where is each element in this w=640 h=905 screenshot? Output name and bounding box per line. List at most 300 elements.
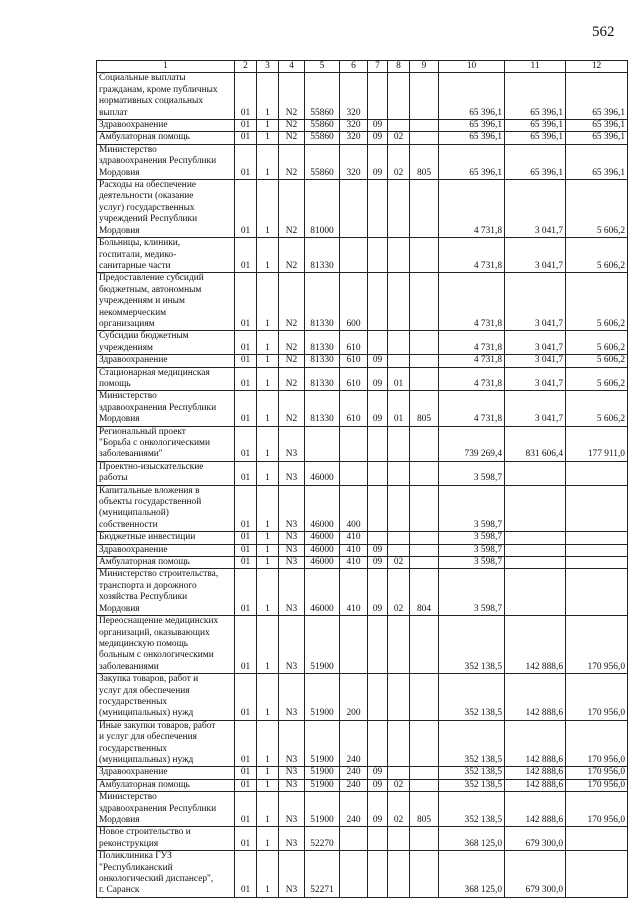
division-code-cell: 09 [368, 792, 388, 827]
division-code-cell: 09 [368, 355, 388, 367]
ministry-code-cell: 805 [410, 792, 439, 827]
expense-type-code-cell: 240 [340, 792, 368, 827]
division-code-cell [368, 426, 388, 461]
subdivision-code-cell [388, 461, 410, 485]
subprogram-code-cell: 1 [257, 426, 279, 461]
expense-type-code-cell: 240 [340, 767, 368, 779]
section-code-cell: 01 [235, 367, 257, 391]
amount-year-3-cell: 170 956,0 [566, 767, 628, 779]
table-row [97, 485, 628, 532]
item-name-cell: Стационарная медицинская помощь [97, 367, 235, 391]
direction-code-cell: 52271 [305, 851, 340, 898]
subprogram-code-cell: 1 [257, 485, 279, 532]
table-row [97, 557, 628, 569]
amount-year-3-cell: 170 956,0 [566, 779, 628, 791]
amount-year-3-cell [566, 851, 628, 898]
subdivision-code-cell [388, 331, 410, 355]
section-code-cell: 01 [235, 544, 257, 556]
subdivision-code-cell [388, 767, 410, 779]
subdivision-code-cell [388, 355, 410, 367]
header-cell: 3 [257, 61, 279, 73]
amount-year-2-cell: 3 041,7 [505, 367, 566, 391]
amount-year-2-cell [505, 485, 566, 532]
project-code-cell: N3 [279, 792, 305, 827]
amount-year-1-cell: 352 138,5 [439, 616, 505, 674]
expense-type-code-cell: 240 [340, 720, 368, 767]
subdivision-code-cell [388, 426, 410, 461]
section-code-cell: 01 [235, 720, 257, 767]
table-row [97, 851, 628, 898]
project-code-cell: N3 [279, 426, 305, 461]
table-row [97, 532, 628, 544]
ministry-code-cell [410, 532, 439, 544]
subdivision-code-cell [388, 180, 410, 238]
amount-year-3-cell: 5 606,2 [566, 355, 628, 367]
table-row [97, 569, 628, 616]
subprogram-code-cell: 1 [257, 674, 279, 721]
amount-year-2-cell: 831 606,4 [505, 426, 566, 461]
amount-year-3-cell: 177 911,0 [566, 426, 628, 461]
item-name-cell: Здравоохранение [97, 544, 235, 556]
ministry-code-cell [410, 779, 439, 791]
division-code-cell: 09 [368, 779, 388, 791]
division-code-cell [368, 485, 388, 532]
direction-code-cell: 81330 [305, 238, 340, 273]
section-code-cell: 01 [235, 73, 257, 120]
table-row [97, 331, 628, 355]
direction-code-cell: 81330 [305, 391, 340, 426]
amount-year-1-cell: 368 125,0 [439, 851, 505, 898]
ministry-code-cell [410, 73, 439, 120]
project-code-cell: N2 [279, 132, 305, 144]
subdivision-code-cell: 02 [388, 557, 410, 569]
subdivision-code-cell [388, 674, 410, 721]
amount-year-1-cell: 352 138,5 [439, 674, 505, 721]
subprogram-code-cell: 1 [257, 779, 279, 791]
item-name-cell: Министерство здравоохранения Республики Мордовия [97, 792, 235, 827]
direction-code-cell: 46000 [305, 557, 340, 569]
amount-year-3-cell: 170 956,0 [566, 674, 628, 721]
ministry-code-cell [410, 767, 439, 779]
amount-year-1-cell: 3 598,7 [439, 461, 505, 485]
subdivision-code-cell [388, 616, 410, 674]
direction-code-cell: 55860 [305, 144, 340, 179]
project-code-cell: N2 [279, 367, 305, 391]
division-code-cell: 09 [368, 391, 388, 426]
division-code-cell: 09 [368, 569, 388, 616]
direction-code-cell: 55860 [305, 132, 340, 144]
division-code-cell [368, 616, 388, 674]
ministry-code-cell [410, 557, 439, 569]
project-code-cell: N3 [279, 851, 305, 898]
table-row [97, 73, 628, 120]
amount-year-3-cell: 5 606,2 [566, 391, 628, 426]
item-name-cell: Проектно-изыскательские работы [97, 461, 235, 485]
expense-type-code-cell: 410 [340, 544, 368, 556]
amount-year-3-cell [566, 544, 628, 556]
item-name-cell: Здравоохранение [97, 767, 235, 779]
amount-year-2-cell [505, 557, 566, 569]
amount-year-2-cell: 142 888,6 [505, 616, 566, 674]
division-code-cell [368, 532, 388, 544]
ministry-code-cell [410, 544, 439, 556]
expense-type-code-cell: 200 [340, 674, 368, 721]
division-code-cell: 09 [368, 767, 388, 779]
amount-year-3-cell [566, 827, 628, 851]
project-code-cell: N3 [279, 616, 305, 674]
expense-type-code-cell: 610 [340, 355, 368, 367]
direction-code-cell: 46000 [305, 532, 340, 544]
amount-year-1-cell: 4 731,8 [439, 331, 505, 355]
amount-year-1-cell: 4 731,8 [439, 238, 505, 273]
header-cell: 5 [305, 61, 340, 73]
subdivision-code-cell [388, 851, 410, 898]
subdivision-code-cell: 01 [388, 367, 410, 391]
amount-year-3-cell: 65 396,1 [566, 132, 628, 144]
amount-year-3-cell: 65 396,1 [566, 73, 628, 120]
subprogram-code-cell: 1 [257, 391, 279, 426]
direction-code-cell: 51900 [305, 779, 340, 791]
expense-type-code-cell: 600 [340, 273, 368, 331]
division-code-cell: 09 [368, 120, 388, 132]
direction-code-cell: 46000 [305, 569, 340, 616]
item-name-cell: Переоснащение медицинских организаций, оказывающих медицинскую помощь больным с онкологическими заболеваниями [97, 616, 235, 674]
table-row [97, 426, 628, 461]
section-code-cell: 01 [235, 355, 257, 367]
direction-code-cell: 51900 [305, 674, 340, 721]
section-code-cell: 01 [235, 569, 257, 616]
amount-year-2-cell: 65 396,1 [505, 132, 566, 144]
header-cell: 9 [410, 61, 439, 73]
table-row [97, 367, 628, 391]
project-code-cell: N2 [279, 73, 305, 120]
subprogram-code-cell: 1 [257, 367, 279, 391]
amount-year-1-cell: 352 138,5 [439, 767, 505, 779]
subprogram-code-cell: 1 [257, 557, 279, 569]
table-body [97, 73, 628, 897]
table-row [97, 720, 628, 767]
ministry-code-cell [410, 355, 439, 367]
ministry-code-cell [410, 273, 439, 331]
table-row [97, 779, 628, 791]
ministry-code-cell: 805 [410, 391, 439, 426]
division-code-cell [368, 851, 388, 898]
direction-code-cell: 51900 [305, 767, 340, 779]
table-row [97, 792, 628, 827]
project-code-cell: N3 [279, 827, 305, 851]
direction-code-cell: 46000 [305, 544, 340, 556]
amount-year-1-cell: 368 125,0 [439, 827, 505, 851]
ministry-code-cell: 804 [410, 569, 439, 616]
direction-code-cell: 81330 [305, 273, 340, 331]
division-code-cell [368, 720, 388, 767]
expense-type-code-cell [340, 851, 368, 898]
amount-year-1-cell: 65 396,1 [439, 144, 505, 179]
item-name-cell: Капитальные вложения в объекты государственной (муниципальной) собственности [97, 485, 235, 532]
table-row [97, 120, 628, 132]
project-code-cell: N3 [279, 557, 305, 569]
subdivision-code-cell [388, 544, 410, 556]
amount-year-2-cell: 65 396,1 [505, 73, 566, 120]
expense-type-code-cell [340, 827, 368, 851]
division-code-cell [368, 180, 388, 238]
amount-year-1-cell: 4 731,8 [439, 180, 505, 238]
header-row [97, 61, 628, 73]
item-name-cell: Предоставление субсидий бюджетным, автономным учреждениям и иным некоммерческим организациям [97, 273, 235, 331]
ministry-code-cell [410, 120, 439, 132]
subdivision-code-cell [388, 827, 410, 851]
table-row [97, 391, 628, 426]
item-name-cell: Бюджетные инвестиции [97, 532, 235, 544]
item-name-cell: Поликлиника ГУЗ "Республиканский онкологический диспансер", г. Саранск [97, 851, 235, 898]
amount-year-3-cell [566, 485, 628, 532]
amount-year-1-cell: 3 598,7 [439, 532, 505, 544]
amount-year-3-cell: 170 956,0 [566, 616, 628, 674]
subprogram-code-cell: 1 [257, 767, 279, 779]
section-code-cell: 01 [235, 779, 257, 791]
project-code-cell: N2 [279, 331, 305, 355]
expense-type-code-cell: 320 [340, 120, 368, 132]
amount-year-3-cell [566, 461, 628, 485]
expense-type-code-cell [340, 461, 368, 485]
section-code-cell: 01 [235, 426, 257, 461]
item-name-cell: Закупка товаров, работ и услуг для обеспечения государственных (муниципальных) нужд [97, 674, 235, 721]
subprogram-code-cell: 1 [257, 120, 279, 132]
subprogram-code-cell: 1 [257, 180, 279, 238]
section-code-cell: 01 [235, 532, 257, 544]
amount-year-2-cell: 142 888,6 [505, 720, 566, 767]
division-code-cell: 09 [368, 544, 388, 556]
ministry-code-cell [410, 720, 439, 767]
ministry-code-cell [410, 132, 439, 144]
project-code-cell: N3 [279, 544, 305, 556]
ministry-code-cell [410, 238, 439, 273]
subprogram-code-cell: 1 [257, 616, 279, 674]
ministry-code-cell [410, 674, 439, 721]
table-row [97, 273, 628, 331]
amount-year-2-cell [505, 532, 566, 544]
amount-year-2-cell [505, 544, 566, 556]
table-row [97, 355, 628, 367]
expense-type-code-cell: 410 [340, 569, 368, 616]
item-name-cell: Амбулаторная помощь [97, 557, 235, 569]
section-code-cell: 01 [235, 331, 257, 355]
division-code-cell [368, 461, 388, 485]
item-name-cell: Здравоохранение [97, 120, 235, 132]
amount-year-3-cell: 65 396,1 [566, 120, 628, 132]
header-cell: 6 [340, 61, 368, 73]
amount-year-2-cell: 3 041,7 [505, 238, 566, 273]
direction-code-cell: 51900 [305, 616, 340, 674]
ministry-code-cell [410, 180, 439, 238]
subprogram-code-cell: 1 [257, 827, 279, 851]
subprogram-code-cell: 1 [257, 73, 279, 120]
project-code-cell: N2 [279, 391, 305, 426]
table-row [97, 674, 628, 721]
item-name-cell: Амбулаторная помощь [97, 779, 235, 791]
amount-year-1-cell: 65 396,1 [439, 132, 505, 144]
amount-year-3-cell: 5 606,2 [566, 273, 628, 331]
amount-year-2-cell: 142 888,6 [505, 767, 566, 779]
subdivision-code-cell [388, 238, 410, 273]
amount-year-1-cell: 4 731,8 [439, 391, 505, 426]
direction-code-cell [305, 426, 340, 461]
amount-year-3-cell: 5 606,2 [566, 367, 628, 391]
expense-type-code-cell: 410 [340, 557, 368, 569]
division-code-cell [368, 273, 388, 331]
division-code-cell [368, 238, 388, 273]
header-cell: 2 [235, 61, 257, 73]
amount-year-3-cell [566, 532, 628, 544]
direction-code-cell: 46000 [305, 461, 340, 485]
amount-year-1-cell: 4 731,8 [439, 367, 505, 391]
expense-type-code-cell [340, 426, 368, 461]
header-cell: 11 [505, 61, 566, 73]
table-row [97, 827, 628, 851]
direction-code-cell: 55860 [305, 120, 340, 132]
amount-year-2-cell [505, 461, 566, 485]
direction-code-cell: 81330 [305, 331, 340, 355]
subprogram-code-cell: 1 [257, 792, 279, 827]
subprogram-code-cell: 1 [257, 238, 279, 273]
amount-year-3-cell: 5 606,2 [566, 180, 628, 238]
item-name-cell: Новое строительство и реконструкция [97, 827, 235, 851]
amount-year-1-cell: 3 598,7 [439, 569, 505, 616]
amount-year-2-cell: 679 300,0 [505, 827, 566, 851]
item-name-cell: Министерство строительства, транспорта и дорожного хозяйства Республики Мордовия [97, 569, 235, 616]
project-code-cell: N3 [279, 485, 305, 532]
project-code-cell: N2 [279, 273, 305, 331]
section-code-cell: 01 [235, 273, 257, 331]
section-code-cell: 01 [235, 827, 257, 851]
item-name-cell: Расходы на обеспечение деятельности (оказание услуг) государственных учреждений Республики Мордовия [97, 180, 235, 238]
section-code-cell: 01 [235, 391, 257, 426]
amount-year-2-cell: 3 041,7 [505, 391, 566, 426]
amount-year-2-cell [505, 569, 566, 616]
subprogram-code-cell: 1 [257, 461, 279, 485]
expense-type-code-cell [340, 238, 368, 273]
subdivision-code-cell [388, 532, 410, 544]
amount-year-2-cell: 142 888,6 [505, 792, 566, 827]
amount-year-3-cell: 170 956,0 [566, 720, 628, 767]
amount-year-2-cell: 3 041,7 [505, 331, 566, 355]
section-code-cell: 01 [235, 557, 257, 569]
header-cell: 8 [388, 61, 410, 73]
expense-type-code-cell: 610 [340, 391, 368, 426]
item-name-cell: Субсидии бюджетным учреждениям [97, 331, 235, 355]
subprogram-code-cell: 1 [257, 273, 279, 331]
amount-year-2-cell: 3 041,7 [505, 355, 566, 367]
division-code-cell [368, 331, 388, 355]
expense-type-code-cell: 320 [340, 73, 368, 120]
direction-code-cell: 81330 [305, 367, 340, 391]
amount-year-2-cell: 3 041,7 [505, 273, 566, 331]
amount-year-2-cell: 142 888,6 [505, 779, 566, 791]
amount-year-1-cell: 65 396,1 [439, 120, 505, 132]
direction-code-cell: 51900 [305, 792, 340, 827]
section-code-cell: 01 [235, 485, 257, 532]
item-name-cell: Иные закупки товаров, работ и услуг для обеспечения государственных (муниципальных) нужд [97, 720, 235, 767]
table-row [97, 180, 628, 238]
amount-year-1-cell: 4 731,8 [439, 273, 505, 331]
amount-year-1-cell: 352 138,5 [439, 720, 505, 767]
table-row [97, 767, 628, 779]
table-row [97, 544, 628, 556]
amount-year-1-cell: 3 598,7 [439, 485, 505, 532]
item-name-cell: Здравоохранение [97, 355, 235, 367]
amount-year-3-cell: 5 606,2 [566, 331, 628, 355]
division-code-cell [368, 73, 388, 120]
direction-code-cell: 55860 [305, 73, 340, 120]
subdivision-code-cell: 01 [388, 391, 410, 426]
amount-year-3-cell: 65 396,1 [566, 144, 628, 179]
header-cell: 1 [97, 61, 235, 73]
item-name-cell: Региональный проект "Борьба с онкологическими заболеваниями" [97, 426, 235, 461]
section-code-cell: 01 [235, 144, 257, 179]
amount-year-2-cell: 3 041,7 [505, 180, 566, 238]
expense-type-code-cell [340, 616, 368, 674]
project-code-cell: N3 [279, 767, 305, 779]
ministry-code-cell [410, 485, 439, 532]
subdivision-code-cell: 02 [388, 779, 410, 791]
amount-year-3-cell [566, 557, 628, 569]
ministry-code-cell: 805 [410, 144, 439, 179]
project-code-cell: N3 [279, 569, 305, 616]
amount-year-2-cell: 679 300,0 [505, 851, 566, 898]
table-row [97, 238, 628, 273]
direction-code-cell: 81000 [305, 180, 340, 238]
subdivision-code-cell [388, 120, 410, 132]
project-code-cell: N2 [279, 355, 305, 367]
division-code-cell: 09 [368, 367, 388, 391]
subdivision-code-cell [388, 73, 410, 120]
item-name-cell: Министерство здравоохранения Республики Мордовия [97, 391, 235, 426]
section-code-cell: 01 [235, 238, 257, 273]
item-name-cell: Министерство здравоохранения Республики Мордовия [97, 144, 235, 179]
expense-type-code-cell: 610 [340, 367, 368, 391]
amount-year-1-cell: 739 269,4 [439, 426, 505, 461]
table-row [97, 461, 628, 485]
amount-year-2-cell: 65 396,1 [505, 120, 566, 132]
amount-year-1-cell: 65 396,1 [439, 73, 505, 120]
subprogram-code-cell: 1 [257, 532, 279, 544]
direction-code-cell: 46000 [305, 485, 340, 532]
expense-type-code-cell: 320 [340, 144, 368, 179]
subdivision-code-cell: 02 [388, 144, 410, 179]
amount-year-1-cell: 3 598,7 [439, 557, 505, 569]
ministry-code-cell [410, 367, 439, 391]
project-code-cell: N2 [279, 180, 305, 238]
expense-type-code-cell: 410 [340, 532, 368, 544]
direction-code-cell: 81330 [305, 355, 340, 367]
subprogram-code-cell: 1 [257, 355, 279, 367]
subdivision-code-cell [388, 273, 410, 331]
ministry-code-cell [410, 616, 439, 674]
expense-type-code-cell: 320 [340, 132, 368, 144]
ministry-code-cell [410, 827, 439, 851]
section-code-cell: 01 [235, 792, 257, 827]
section-code-cell: 01 [235, 132, 257, 144]
amount-year-3-cell [566, 569, 628, 616]
subdivision-code-cell [388, 720, 410, 767]
amount-year-3-cell: 5 606,2 [566, 238, 628, 273]
amount-year-2-cell: 65 396,1 [505, 144, 566, 179]
section-code-cell: 01 [235, 767, 257, 779]
project-code-cell: N3 [279, 461, 305, 485]
project-code-cell: N3 [279, 720, 305, 767]
amount-year-2-cell: 142 888,6 [505, 674, 566, 721]
amount-year-1-cell: 3 598,7 [439, 544, 505, 556]
